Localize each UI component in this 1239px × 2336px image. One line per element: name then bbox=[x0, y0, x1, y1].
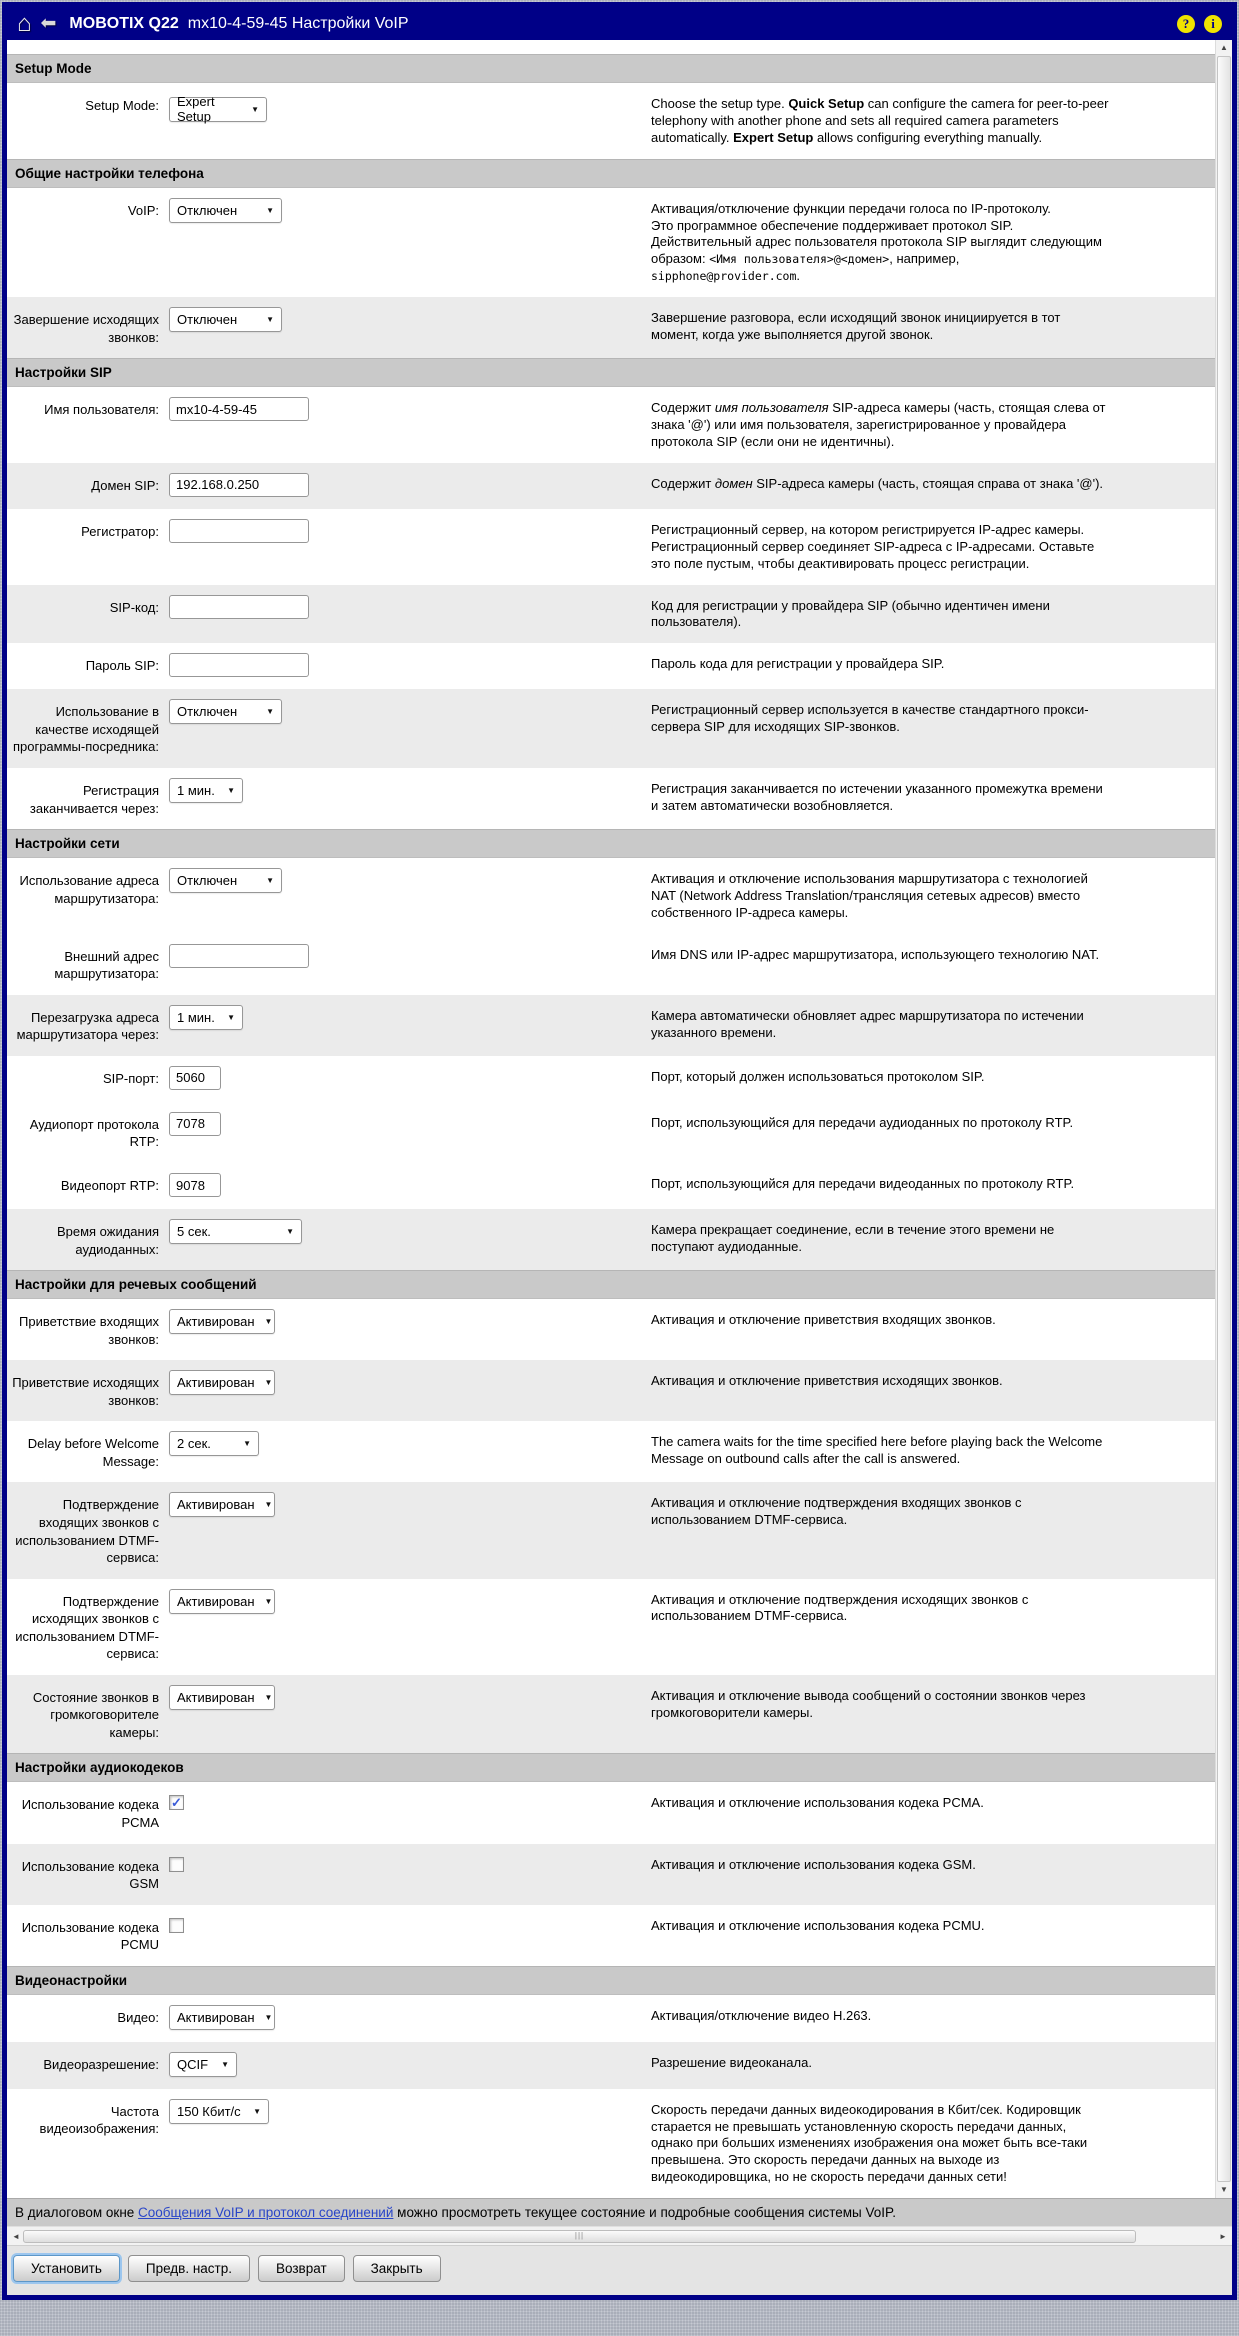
sip-port-input[interactable] bbox=[169, 1066, 221, 1090]
chevron-down-icon: ▼ bbox=[266, 707, 274, 717]
row-use-router-address bbox=[7, 858, 1215, 934]
registration-expires-control-cell bbox=[159, 778, 651, 817]
row-greeting-outgoing bbox=[7, 1360, 1215, 1421]
external-router-address-input[interactable] bbox=[169, 944, 309, 968]
horizontal-scroll-thumb[interactable] bbox=[23, 2230, 1136, 2243]
outbound-proxy-select-value: Отключен bbox=[177, 704, 238, 720]
text-segment: Choose the setup type. bbox=[651, 96, 789, 111]
registration-expires-select-value: 1 мин. bbox=[177, 782, 215, 798]
hangup-outgoing-select-value: Отключен bbox=[177, 312, 238, 328]
chevron-down-icon: ▼ bbox=[243, 1439, 251, 1449]
setup-mode-label: Setup Mode: bbox=[85, 98, 159, 113]
chevron-down-icon: ▼ bbox=[264, 1692, 273, 1702]
chevron-down-icon: ▼ bbox=[227, 785, 235, 795]
scroll-down-icon[interactable]: ▼ bbox=[1220, 2185, 1228, 2195]
scroll-up-icon[interactable]: ▲ bbox=[1220, 43, 1228, 52]
text-segment: Пароль кода для регистрации у провайдера SIP. bbox=[651, 656, 945, 672]
hangup-outgoing-select[interactable] bbox=[169, 307, 282, 332]
video-resolution-description bbox=[651, 2052, 1109, 2077]
registration-expires-select[interactable] bbox=[169, 778, 243, 803]
audio-timeout-description bbox=[651, 1219, 1109, 1258]
row-welcome-delay bbox=[7, 1421, 1215, 1482]
call-state-speaker-label: Состояние звонков в громкоговорителе камеры: bbox=[32, 1689, 159, 1740]
text-segment: Код для регистрации у провайдера SIP (обычно идентичен имени пользователя). bbox=[651, 597, 1050, 630]
greeting-incoming-label: Приветствие входящих звонков: bbox=[19, 1314, 159, 1347]
sip-port-label: SIP-порт: bbox=[102, 1070, 159, 1086]
sip-registrar-input[interactable] bbox=[169, 519, 309, 543]
registration-expires-label: Регистрация заканчивается через: bbox=[29, 782, 159, 816]
row-greeting-incoming bbox=[7, 1299, 1215, 1360]
dtmf-confirm-outgoing-description bbox=[651, 1589, 1109, 1663]
outbound-proxy-select[interactable] bbox=[169, 699, 282, 724]
sip-domain-description bbox=[651, 473, 1109, 497]
row-voip bbox=[7, 188, 1215, 297]
section-header-network-settings: Настройки сети bbox=[7, 829, 1215, 858]
call-state-speaker-description bbox=[651, 1685, 1109, 1742]
voip-control-cell bbox=[159, 198, 651, 285]
scroll-left-icon[interactable]: ◄ bbox=[12, 2231, 20, 2241]
sip-port-control-cell bbox=[159, 1066, 651, 1090]
text-segment: Камера автоматически обновляет адрес маршрутизатора по истечении указанного времени. bbox=[651, 1007, 1084, 1040]
text-segment: Quick Setup bbox=[788, 96, 865, 111]
sip-id-input[interactable] bbox=[169, 595, 309, 619]
rtp-audio-port-label: Аудиопорт протокола RTP: bbox=[29, 1116, 159, 1150]
dtmf-confirm-incoming-select[interactable] bbox=[169, 1492, 275, 1517]
sip-username-description bbox=[651, 397, 1109, 451]
video-bitrate-control-cell bbox=[159, 2099, 651, 2186]
greeting-incoming-description bbox=[651, 1309, 1109, 1348]
sip-id-description bbox=[651, 595, 1109, 632]
sip-port-description bbox=[651, 1066, 1109, 1090]
text-segment: Регистрация заканчивается по истечении указанного промежутка времени и затем автоматически возобновляется. bbox=[651, 780, 1103, 813]
text-segment: Активация/отключение видео H.263. bbox=[651, 2007, 872, 2023]
text-segment: allows configuring everything manually. bbox=[813, 129, 1043, 145]
dtmf-confirm-incoming-control-cell bbox=[159, 1492, 651, 1566]
horizontal-scrollbar[interactable] bbox=[7, 2226, 1232, 2245]
video-description bbox=[651, 2005, 1109, 2030]
sip-username-control-cell bbox=[159, 397, 651, 451]
sip-registrar-control-cell bbox=[159, 519, 651, 573]
text-segment: Регистрационный сервер, на котором регистрируется IP-адрес камеры. Регистрационный сервер соединяет SIP-адреса с IP-адресами. Оставьте это поле пустым, чтобы деактивировать процесс регистрации. bbox=[651, 521, 1095, 571]
text-segment: The camera waits for the time specified here before playing back the Welcome Message on outbound calls after the call is answered. bbox=[651, 1434, 1103, 1467]
welcome-delay-control-cell bbox=[159, 1431, 651, 1470]
text-segment: sipphone@provider.com bbox=[651, 269, 797, 284]
router-address-reload-label: Перезагрузка адреса маршрутизатора через: bbox=[16, 1009, 159, 1043]
sip-domain-label: Домен SIP: bbox=[91, 477, 159, 493]
hangup-outgoing-control-cell bbox=[159, 307, 651, 346]
text-segment: Активация и отключение подтверждения исходящих звонков с использованием DTMF-сервиса. bbox=[651, 1591, 1029, 1624]
title-bar bbox=[7, 7, 1232, 40]
content-area bbox=[7, 40, 1232, 2198]
vertical-scrollbar[interactable] bbox=[1215, 40, 1232, 2198]
welcome-delay-description bbox=[651, 1431, 1109, 1470]
router-address-reload-select[interactable] bbox=[169, 1005, 243, 1030]
setup-mode-select-value: Expert Setup bbox=[177, 94, 215, 124]
audio-timeout-label: Время ожидания аудиоданных: bbox=[56, 1224, 159, 1257]
voip-label: VoIP: bbox=[127, 202, 159, 218]
row-outbound-proxy bbox=[7, 689, 1215, 768]
setup-mode-description bbox=[651, 93, 1109, 147]
vertical-scroll-thumb[interactable] bbox=[1217, 56, 1231, 2182]
hangup-outgoing-label: Завершение исходящих звонков: bbox=[13, 312, 159, 345]
text-segment: домен bbox=[714, 475, 753, 491]
rtp-video-port-label: Видеопорт RTP: bbox=[60, 1178, 159, 1194]
row-video-resolution bbox=[7, 2042, 1215, 2089]
welcome-delay-label: Delay before Welcome Message: bbox=[27, 1436, 159, 1469]
greeting-incoming-control-cell bbox=[159, 1309, 651, 1348]
codec-pcma-label: Использование кодека PCMA bbox=[21, 1797, 159, 1830]
sip-username-input[interactable] bbox=[169, 397, 309, 421]
text-segment: можно просмотреть текущее состояние и подробные сообщения системы VoIP. bbox=[393, 2205, 897, 2221]
use-router-address-label: Использование адреса маршрутизатора: bbox=[19, 873, 159, 906]
video-select[interactable] bbox=[169, 2005, 275, 2030]
info-icon[interactable]: i bbox=[1204, 15, 1222, 33]
factory-button[interactable]: Предв. настр. bbox=[128, 2255, 250, 2282]
sip-registrar-description bbox=[651, 519, 1109, 573]
call-state-speaker-control-cell bbox=[159, 1685, 651, 1742]
video-bitrate-label: Частота видеоизображения: bbox=[39, 2103, 159, 2137]
row-router-address-reload bbox=[7, 995, 1215, 1056]
audio-timeout-select-value: 5 сек. bbox=[177, 1224, 211, 1240]
sip-domain-control-cell bbox=[159, 473, 651, 497]
sip-password-label: Пароль SIP: bbox=[85, 658, 159, 674]
video-resolution-control-cell bbox=[159, 2052, 651, 2077]
text-segment: Камера прекращает соединение, если в течение этого времени не поступают аудиоданные. bbox=[651, 1222, 1055, 1254]
row-video bbox=[7, 1995, 1215, 2042]
section-header-phone-general: Общие настройки телефона bbox=[7, 159, 1215, 188]
sip-domain-input[interactable] bbox=[169, 473, 309, 497]
close-button[interactable]: Закрыть bbox=[353, 2255, 441, 2282]
dtmf-confirm-outgoing-select-value: Активирован bbox=[177, 1593, 255, 1609]
dtmf-confirm-incoming-select-value: Активирован bbox=[177, 1497, 255, 1513]
rtp-audio-port-description bbox=[651, 1112, 1109, 1151]
greeting-outgoing-select-value: Активирован bbox=[177, 1375, 255, 1391]
text-segment: Завершение разговора, если исходящий звонок инициируется в тот момент, когда уже выполняется другой звонок. bbox=[651, 310, 1061, 343]
chevron-down-icon: ▼ bbox=[264, 1596, 273, 1606]
voip-select-value: Отключен bbox=[177, 202, 238, 218]
outbound-proxy-label: Использование в качестве исходящей программы-посредника: bbox=[12, 704, 159, 755]
dtmf-confirm-incoming-label: Подтверждение входящих звонков с использованием DTMF-сервиса: bbox=[15, 1497, 159, 1566]
greeting-outgoing-control-cell bbox=[159, 1370, 651, 1409]
rtp-audio-port-control-cell bbox=[159, 1112, 651, 1151]
video-label: Видео: bbox=[117, 2009, 159, 2025]
section-header-voice-messages: Настройки для речевых сообщений bbox=[7, 1270, 1215, 1299]
brand-label: MOBOTIX Q22 bbox=[69, 14, 179, 32]
use-router-address-control-cell bbox=[159, 868, 651, 922]
section-header-audio-codecs: Настройки аудиокодеков bbox=[7, 1753, 1215, 1782]
text-segment: имя пользователя bbox=[714, 400, 829, 416]
rtp-video-port-input[interactable] bbox=[169, 1173, 221, 1197]
text-segment: Порт, который должен использоваться протоколом SIP. bbox=[651, 1068, 985, 1084]
text-segment: Активация и отключение приветствия исходящих звонков. bbox=[651, 1373, 1003, 1389]
video-bitrate-select-value: 150 Кбит/с bbox=[177, 2103, 241, 2119]
text-segment: Имя DNS или IP-адрес маршрутизатора, использующего технологию NAT. bbox=[651, 946, 1100, 962]
codec-pcmu-control-cell bbox=[159, 1915, 651, 1954]
router-address-reload-select-value: 1 мин. bbox=[177, 1009, 215, 1025]
row-dtmf-confirm-outgoing bbox=[7, 1579, 1215, 1675]
voip-select[interactable] bbox=[169, 198, 282, 223]
chevron-down-icon: ▼ bbox=[266, 205, 274, 215]
text-segment: Порт, использующийся для передачи аудиоданных по протоколу RTP. bbox=[651, 1114, 1074, 1130]
use-router-address-description bbox=[651, 868, 1109, 922]
codec-gsm-checkbox[interactable] bbox=[169, 1857, 184, 1872]
text-segment: Регистрационный сервер используется в качестве стандартного прокси-сервера SIP для исходящих SIP-звонков. bbox=[651, 702, 1089, 735]
chevron-down-icon: ▼ bbox=[266, 315, 274, 325]
row-sip-port bbox=[7, 1056, 1215, 1102]
home-icon[interactable]: ⌂ bbox=[17, 9, 32, 37]
scroll-right-icon[interactable]: ► bbox=[1219, 2231, 1227, 2241]
chevron-down-icon: ▼ bbox=[264, 1500, 273, 1510]
text-segment: , например, bbox=[889, 251, 960, 267]
row-codec-pcma bbox=[7, 1782, 1215, 1843]
restore-button[interactable]: Возврат bbox=[258, 2255, 345, 2282]
row-external-router-address bbox=[7, 934, 1215, 995]
chevron-down-icon: ▼ bbox=[251, 104, 259, 114]
text-segment: Активация и отключение использования кодека GSM. bbox=[651, 1856, 976, 1872]
audio-timeout-select[interactable] bbox=[169, 1219, 302, 1244]
rtp-video-port-description bbox=[651, 1173, 1109, 1197]
row-sip-username bbox=[7, 387, 1215, 463]
video-resolution-label: Видеоразрешение: bbox=[43, 2056, 159, 2072]
text-segment: Активация и отключение подтверждения входящих звонков с использованием DTMF-сервиса. bbox=[651, 1495, 1022, 1528]
codec-gsm-description bbox=[651, 1854, 1109, 1893]
use-router-address-select[interactable] bbox=[169, 868, 282, 893]
text-segment: Разрешение видеоканала. bbox=[651, 2054, 812, 2070]
row-codec-pcmu bbox=[7, 1905, 1215, 1966]
video-resolution-select[interactable] bbox=[169, 2052, 237, 2077]
row-sip-registrar bbox=[7, 509, 1215, 585]
row-setup-mode bbox=[7, 83, 1215, 159]
greeting-outgoing-label: Приветствие исходящих звонков: bbox=[12, 1375, 159, 1408]
greeting-incoming-select-value: Активирован bbox=[177, 1314, 255, 1330]
row-video-bitrate bbox=[7, 2089, 1215, 2198]
video-bitrate-description bbox=[651, 2099, 1109, 2186]
chevron-down-icon: ▼ bbox=[266, 876, 274, 886]
row-codec-gsm bbox=[7, 1844, 1215, 1905]
row-sip-domain bbox=[7, 463, 1215, 509]
sip-id-label: SIP-код: bbox=[109, 599, 159, 615]
text-segment: Активация и отключение приветствия входящих звонков. bbox=[651, 1312, 996, 1328]
text-segment: Содержит bbox=[651, 475, 715, 491]
text-segment: SIP-адреса камеры (часть, стоящая слева от знака '@') или имя пользователя, зарегистрированное у провайдера протокола SIP (если они не идентичны). bbox=[651, 400, 1106, 449]
setup-mode-select[interactable] bbox=[169, 94, 267, 124]
sip-password-input[interactable] bbox=[169, 653, 309, 677]
welcome-delay-select-value: 2 сек. bbox=[177, 1436, 211, 1452]
text-segment: Активация и отключение использования маршрутизатора с технологией NAT (Network Address Translation/трансляция сетевых адресов) вместо собственного IP-адреса камеры. bbox=[651, 871, 1088, 920]
codec-pcmu-label: Использование кодека PCMU bbox=[21, 1919, 159, 1953]
voip-messages-link[interactable]: Сообщения VoIP и протокол соединений bbox=[138, 2205, 394, 2221]
rtp-video-port-control-cell bbox=[159, 1173, 651, 1197]
text-segment: can configure the camera for peer-to-peer telephony with another phone and sets all required camera parameters automatically. bbox=[651, 96, 1109, 145]
outbound-proxy-control-cell bbox=[159, 699, 651, 756]
greeting-outgoing-description bbox=[651, 1370, 1109, 1409]
video-select-value: Активирован bbox=[177, 2009, 255, 2025]
registration-expires-description bbox=[651, 778, 1109, 817]
chevron-down-icon: ▼ bbox=[264, 1378, 273, 1388]
text-segment: Активация/отключение функции передачи голоса по IP-протоколу. bbox=[651, 200, 1051, 216]
text-segment: Активация и отключение использования кодека PCMU. bbox=[651, 1917, 985, 1933]
button-bar bbox=[7, 2245, 1232, 2295]
sip-id-control-cell bbox=[159, 595, 651, 632]
codec-pcma-description bbox=[651, 1792, 1109, 1831]
chevron-down-icon: ▼ bbox=[264, 1317, 273, 1327]
voip-description bbox=[651, 198, 1109, 285]
use-router-address-select-value: Отключен bbox=[177, 873, 238, 889]
external-router-address-control-cell bbox=[159, 944, 651, 983]
text-segment: Действительный адрес пользователя протокола SIP выглядит следующим образом: bbox=[651, 234, 1102, 267]
dtmf-confirm-outgoing-select[interactable] bbox=[169, 1589, 275, 1614]
status-footer bbox=[7, 2198, 1232, 2226]
row-audio-timeout bbox=[7, 1209, 1215, 1270]
row-call-state-speaker bbox=[7, 1675, 1215, 1754]
greeting-outgoing-select[interactable] bbox=[169, 1370, 275, 1395]
welcome-delay-select[interactable] bbox=[169, 1431, 259, 1456]
settings-form bbox=[7, 40, 1215, 2198]
audio-timeout-control-cell bbox=[159, 1219, 651, 1258]
section-header-video-settings: Видеонастройки bbox=[7, 1966, 1215, 1995]
text-segment: В диалоговом окне bbox=[15, 2205, 139, 2221]
dialog-window bbox=[2, 2, 1237, 2300]
sip-username-label: Имя пользователя: bbox=[44, 402, 159, 418]
text-segment: <Имя пользователя>@<домен> bbox=[709, 252, 890, 267]
section-header-setup-mode: Setup Mode bbox=[7, 54, 1215, 83]
text-segment: Expert Setup bbox=[733, 129, 814, 145]
codec-gsm-label: Использование кодека GSM bbox=[21, 1858, 159, 1892]
dtmf-confirm-incoming-description bbox=[651, 1492, 1109, 1566]
hangup-outgoing-description bbox=[651, 307, 1109, 346]
row-registration-expires bbox=[7, 768, 1215, 829]
text-segment: . bbox=[796, 268, 801, 284]
section-header-sip-settings: Настройки SIP bbox=[7, 358, 1215, 387]
text-segment: Порт, использующийся для передачи видеоданных по протоколу RTP. bbox=[651, 1176, 1075, 1192]
text-segment: Это программное обеспечение поддерживает протокол SIP. bbox=[651, 217, 1014, 233]
row-sip-id bbox=[7, 585, 1215, 644]
video-resolution-select-value: QCIF bbox=[177, 2056, 209, 2072]
external-router-address-label: Внешний адрес маршрутизатора: bbox=[54, 948, 159, 982]
codec-pcma-checkbox[interactable]: ✓ bbox=[169, 1795, 184, 1810]
chevron-down-icon: ▼ bbox=[221, 2059, 229, 2069]
outbound-proxy-description bbox=[651, 699, 1109, 756]
greeting-incoming-select[interactable] bbox=[169, 1309, 275, 1334]
text-segment: Содержит bbox=[651, 400, 715, 416]
codec-gsm-control-cell bbox=[159, 1854, 651, 1893]
row-rtp-video-port bbox=[7, 1163, 1215, 1209]
sip-password-description bbox=[651, 653, 1109, 677]
router-address-reload-description bbox=[651, 1005, 1109, 1044]
dtmf-confirm-outgoing-label: Подтверждение исходящих звонков с использованием DTMF-сервиса: bbox=[15, 1593, 159, 1662]
codec-pcmu-description bbox=[651, 1915, 1109, 1954]
back-icon[interactable]: ⬅ bbox=[40, 13, 57, 34]
chevron-down-icon: ▼ bbox=[264, 2012, 273, 2022]
row-sip-password bbox=[7, 643, 1215, 689]
router-address-reload-control-cell bbox=[159, 1005, 651, 1044]
page-title: mx10-4-59-45 Настройки VoIP bbox=[187, 14, 409, 32]
codec-pcma-control-cell bbox=[159, 1792, 651, 1831]
text-segment: Активация и отключение вывода сообщений о состоянии звонков через громкоговорители камеры. bbox=[651, 1687, 1086, 1720]
external-router-address-description bbox=[651, 944, 1109, 983]
dtmf-confirm-outgoing-control-cell bbox=[159, 1589, 651, 1663]
scroll-grip-icon: ||| bbox=[574, 2231, 585, 2241]
row-hangup-outgoing bbox=[7, 297, 1215, 358]
chevron-down-icon: ▼ bbox=[286, 1227, 294, 1237]
row-rtp-audio-port bbox=[7, 1102, 1215, 1163]
rtp-audio-port-input[interactable] bbox=[169, 1112, 221, 1136]
call-state-speaker-select[interactable] bbox=[169, 1685, 275, 1710]
codec-pcmu-checkbox[interactable] bbox=[169, 1918, 184, 1933]
text-segment: Активация и отключение использования кодека PCMA. bbox=[651, 1795, 984, 1811]
video-bitrate-select[interactable] bbox=[169, 2099, 269, 2124]
video-control-cell bbox=[159, 2005, 651, 2030]
sip-registrar-label: Регистратор: bbox=[81, 523, 159, 539]
sip-password-control-cell bbox=[159, 653, 651, 677]
text-segment: SIP-адреса камеры (часть, стоящая справа от знака '@'). bbox=[752, 475, 1104, 491]
call-state-speaker-select-value: Активирован bbox=[177, 1689, 255, 1705]
text-segment: Скорость передачи данных видеокодирования в Кбит/сек. Кодировщик старается не превышать установленную скорость передачи данных, однако при больших изменениях изображения она может быть все-таки превышена. Это скорость передачи данных на выходе из видеокодировщика, но не скорость передачи данных сети! bbox=[651, 2101, 1088, 2185]
row-dtmf-confirm-incoming bbox=[7, 1482, 1215, 1578]
chevron-down-icon: ▼ bbox=[227, 1012, 235, 1022]
help-icon[interactable]: ? bbox=[1177, 15, 1195, 33]
set-button[interactable]: Установить bbox=[13, 2255, 120, 2282]
setup-mode-control-cell bbox=[159, 93, 651, 147]
chevron-down-icon: ▼ bbox=[253, 2106, 261, 2116]
